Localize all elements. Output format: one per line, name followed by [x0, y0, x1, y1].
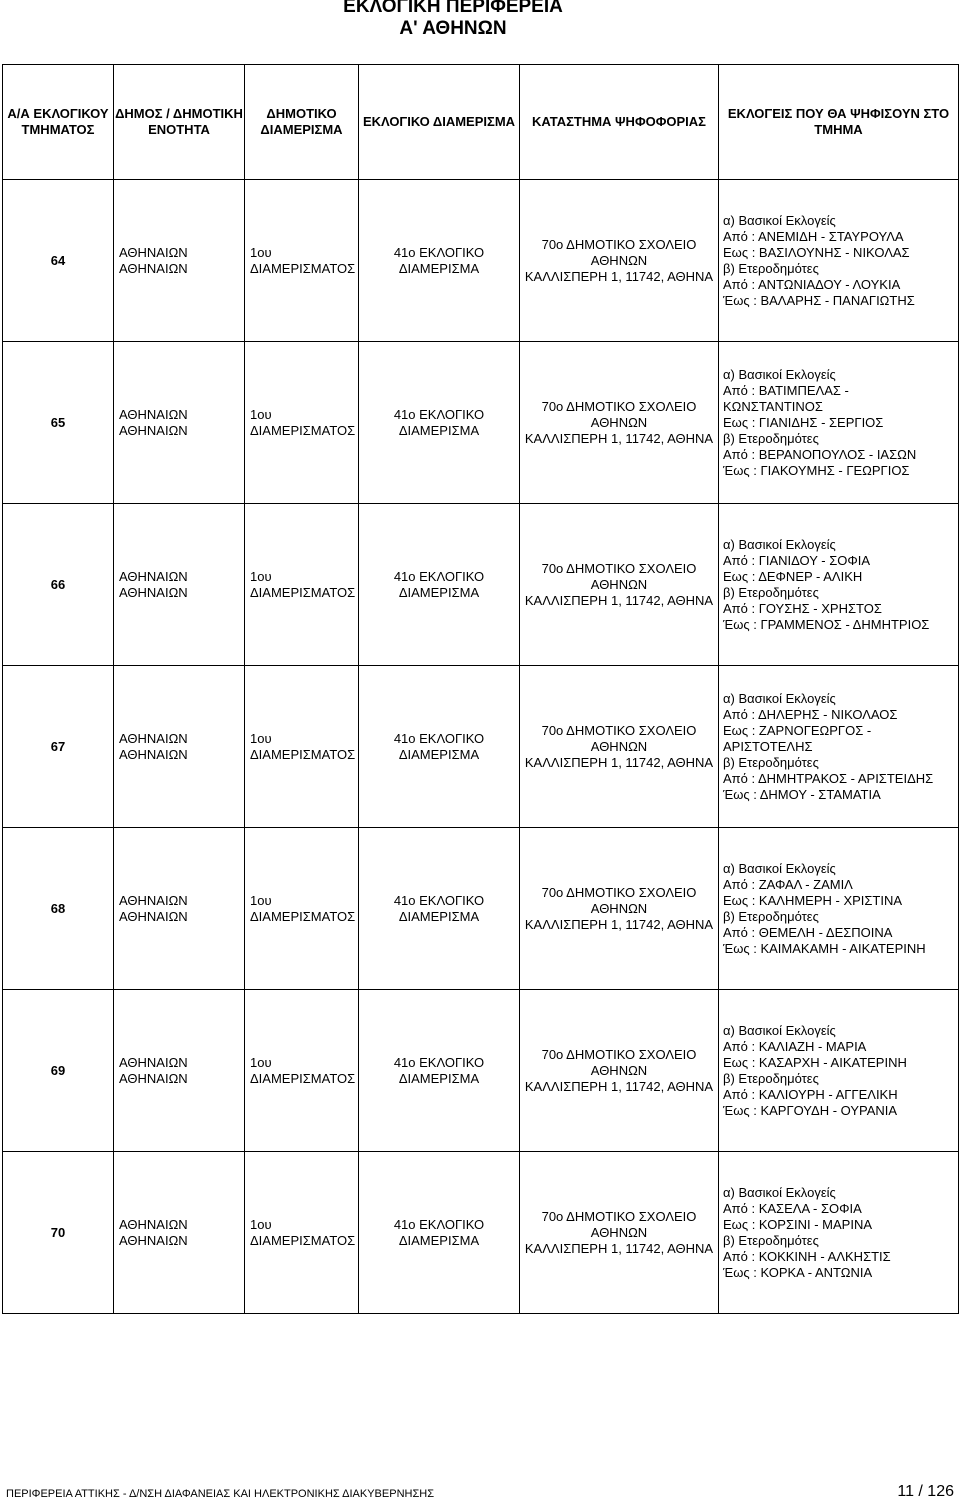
- voters-cell-line: Έως : ΒΑΛΑΡΗΣ - ΠΑΝΑΓΙΩΤΗΣ: [723, 292, 915, 308]
- municipal-district-cell-line: ΔΙΑΜΕΡΙΣΜΑΤΟΣ: [250, 422, 356, 438]
- voters-cell-line: ΚΩΝΣΤΑΝΤΙΝΟΣ: [723, 398, 823, 414]
- municipality-cell: [114, 342, 245, 504]
- title-line-2: Α' ΑΘΗΝΩΝ: [399, 18, 507, 39]
- voters-cell-line: β) Ετεροδημότες: [723, 754, 819, 770]
- municipality-cell-line: ΑΘΗΝΑΙΩΝ: [119, 892, 188, 908]
- voters-cell-line: Από : ΓΟΥΣΗΣ - ΧΡΗΣΤΟΣ: [723, 600, 882, 616]
- electoral-district-cell-line: 41ο ΕΚΛΟΓΙΚΟ: [393, 568, 485, 584]
- municipality-cell: [114, 180, 245, 342]
- voters-cell-line: Εως : ΖΑΡΝΟΓΕΩΡΓΟΣ -: [723, 722, 872, 738]
- polling-station-cell: [520, 666, 719, 828]
- section-number: 64: [3, 180, 114, 342]
- polling-station-cell-line: ΑΘΗΝΩΝ: [590, 414, 648, 430]
- voters-cell-line: α) Βασικοί Εκλογείς: [723, 1022, 836, 1038]
- column-header-municipality: ΔΗΜΟΣ / ΔΗΜΟΤΙΚΗ ΕΝΟΤΗΤΑ: [114, 65, 245, 180]
- voters-cell-line: β) Ετεροδημότες: [723, 908, 819, 924]
- polling-station-cell-line: 70ο ΔΗΜΟΤΙΚΟ ΣΧΟΛΕΙΟ: [541, 884, 697, 900]
- electoral-district-cell: [359, 504, 520, 666]
- electoral-district-cell-line: ΔΙΑΜΕΡΙΣΜΑ: [398, 1232, 480, 1248]
- voters-cell-line: Εως : ΚΑΛΗΜΕΡΗ - ΧΡΙΣΤΙΝΑ: [723, 892, 903, 908]
- municipal-district-cell-line: 1ου: [250, 1216, 272, 1232]
- section-number: 65: [3, 342, 114, 504]
- polling-station-cell-line: ΑΘΗΝΩΝ: [590, 1062, 648, 1078]
- voters-cell-line: α) Βασικοί Εκλογείς: [723, 690, 836, 706]
- municipal-district-cell: [245, 504, 359, 666]
- voters-cell-line: Από : ΔΗΛΕΡΗΣ - ΝΙΚΟΛΑΟΣ: [723, 706, 898, 722]
- electoral-district-cell-line: 41ο ΕΚΛΟΓΙΚΟ: [393, 406, 485, 422]
- municipal-district-cell-line: ΔΙΑΜΕΡΙΣΜΑΤΟΣ: [250, 1070, 356, 1086]
- voters-cell: [719, 666, 959, 828]
- polling-station-cell-line: 70ο ΔΗΜΟΤΙΚΟ ΣΧΟΛΕΙΟ: [541, 1208, 697, 1224]
- polling-station-cell-line: ΚΑΛΛΙΣΠΕΡΗ 1, 11742, ΑΘΗΝΑ: [524, 916, 714, 932]
- municipal-district-cell-line: ΔΙΑΜΕΡΙΣΜΑΤΟΣ: [250, 584, 356, 600]
- electoral-district-cell-line: ΔΙΑΜΕΡΙΣΜΑ: [398, 260, 480, 276]
- voters-cell-line: Εως : ΓΙΑΝΙΔΗΣ - ΣΕΡΓΙΟΣ: [723, 414, 884, 430]
- voters-cell-line: Από : ΚΑΛΙΑΖΗ - ΜΑΡΙΑ: [723, 1038, 867, 1054]
- voters-cell-line: Από : ΖΑΦΑΛ - ΖΑΜΙΛ: [723, 876, 853, 892]
- polling-station-cell-line: 70ο ΔΗΜΟΤΙΚΟ ΣΧΟΛΕΙΟ: [541, 722, 697, 738]
- polling-station-cell-line: ΚΑΛΛΙΣΠΕΡΗ 1, 11742, ΑΘΗΝΑ: [524, 1078, 714, 1094]
- table-row: [3, 990, 959, 1152]
- municipality-cell: [114, 504, 245, 666]
- polling-station-cell-line: 70ο ΔΗΜΟΤΙΚΟ ΣΧΟΛΕΙΟ: [541, 560, 697, 576]
- polling-station-cell: [520, 180, 719, 342]
- municipal-district-cell-line: 1ου: [250, 892, 272, 908]
- electoral-district-cell-line: 41ο ΕΚΛΟΓΙΚΟ: [393, 244, 485, 260]
- voters-cell-line: α) Βασικοί Εκλογείς: [723, 860, 836, 876]
- electoral-district-cell-line: ΔΙΑΜΕΡΙΣΜΑ: [398, 422, 480, 438]
- voters-cell-line: β) Ετεροδημότες: [723, 260, 819, 276]
- voters-cell-line: Από : ΔΗΜΗΤΡΑΚΟΣ - ΑΡΙΣΤΕΙΔΗΣ: [723, 770, 934, 786]
- electoral-district-cell-line: ΔΙΑΜΕΡΙΣΜΑ: [398, 908, 480, 924]
- column-header-voters: ΕΚΛΟΓΕΙΣ ΠΟΥ ΘΑ ΨΗΦΙΣΟΥΝ ΣΤΟ ΤΜΗΜΑ: [719, 65, 959, 180]
- voters-cell: [719, 180, 959, 342]
- voters-cell-line: Έως : ΚΑΡΓΟΥΔΗ - ΟΥΡΑΝΙΑ: [723, 1102, 898, 1118]
- municipal-district-cell-line: 1ου: [250, 244, 272, 260]
- polling-station-cell-line: ΑΘΗΝΩΝ: [590, 1224, 648, 1240]
- municipality-cell-line: ΑΘΗΝΑΙΩΝ: [119, 1054, 188, 1070]
- title-line-1: ΕΚΛΟΓΙΚΗ ΠΕΡΙΦΕΡΕΙΑ: [343, 0, 563, 17]
- electoral-district-cell: [359, 666, 520, 828]
- table-row: [3, 504, 959, 666]
- polling-station-cell-line: ΑΘΗΝΩΝ: [590, 576, 648, 592]
- voters-cell-line: α) Βασικοί Εκλογείς: [723, 366, 836, 382]
- section-number: 67: [3, 666, 114, 828]
- voters-cell-line: α) Βασικοί Εκλογείς: [723, 212, 836, 228]
- voters-cell-line: Από : ΚΑΣΕΛΑ - ΣΟΦΙΑ: [723, 1200, 862, 1216]
- footer-text: ΠΕΡΙΦΕΡΕΙΑ ΑΤΤΙΚΗΣ - Δ/ΝΣΗ ΔΙΑΦΑΝΕΙΑΣ ΚΑΙ ΗΛΕΚΤΡΟΝΙΚΗΣ ΔΙΑΚΥΒΕΡΝΗΣΗΣ: [6, 1488, 435, 1500]
- municipal-district-cell-line: ΔΙΑΜΕΡΙΣΜΑΤΟΣ: [250, 260, 356, 276]
- table-row: [3, 180, 959, 342]
- voters-cell-line: α) Βασικοί Εκλογείς: [723, 536, 836, 552]
- voters-cell-line: Από : ΒΕΡΑΝΟΠΟΥΛΟΣ - ΙΑΣΩΝ: [723, 446, 917, 462]
- voters-cell: [719, 990, 959, 1152]
- polling-station-cell: [520, 342, 719, 504]
- voters-cell-line: Από : ΚΑΛΙΟΥΡΗ - ΑΓΓΕΛΙΚΗ: [723, 1086, 898, 1102]
- electoral-district-cell: [359, 1152, 520, 1314]
- voters-cell-line: Από : ΑΝΤΩΝΙΑΔΟΥ - ΛΟΥΚΙΑ: [723, 276, 901, 292]
- municipality-cell-line: ΑΘΗΝΑΙΩΝ: [119, 568, 188, 584]
- voters-cell-line: Από : ΓΙΑΝΙΔΟΥ - ΣΟΦΙΑ: [723, 552, 871, 568]
- municipality-cell-line: ΑΘΗΝΑΙΩΝ: [119, 730, 188, 746]
- voters-cell: [719, 1152, 959, 1314]
- table-row: [3, 1152, 959, 1314]
- voters-cell-line: Εως : ΚΑΣΑΡΧΗ - ΑΙΚΑΤΕΡΙΝΗ: [723, 1054, 907, 1070]
- municipal-district-cell-line: 1ου: [250, 568, 272, 584]
- voters-cell-line: Έως : ΓΙΑΚΟΥΜΗΣ - ΓΕΩΡΓΙΟΣ: [723, 462, 910, 478]
- municipality-cell-line: ΑΘΗΝΑΙΩΝ: [119, 908, 188, 924]
- section-number: 69: [3, 990, 114, 1152]
- electoral-district-cell: [359, 342, 520, 504]
- municipality-cell: [114, 990, 245, 1152]
- table-row: [3, 666, 959, 828]
- polling-station-cell-line: ΑΘΗΝΩΝ: [590, 252, 648, 268]
- electoral-district-cell-line: ΔΙΑΜΕΡΙΣΜΑ: [398, 584, 480, 600]
- municipality-cell: [114, 828, 245, 990]
- polling-station-cell: [520, 990, 719, 1152]
- electoral-district-cell-line: 41ο ΕΚΛΟΓΙΚΟ: [393, 1216, 485, 1232]
- polling-station-cell: [520, 828, 719, 990]
- electoral-district-cell-line: 41ο ΕΚΛΟΓΙΚΟ: [393, 730, 485, 746]
- section-number: 66: [3, 504, 114, 666]
- electoral-district-cell: [359, 180, 520, 342]
- municipality-cell-line: ΑΘΗΝΑΙΩΝ: [119, 406, 188, 422]
- municipality-cell: [114, 1152, 245, 1314]
- table-row: [3, 342, 959, 504]
- voters-cell: [719, 342, 959, 504]
- table-row: [3, 828, 959, 990]
- voters-cell-line: Από : ΘΕΜΕΛΗ - ΔΕΣΠΟΙΝΑ: [723, 924, 893, 940]
- municipal-district-cell-line: 1ου: [250, 406, 272, 422]
- municipality-cell-line: ΑΘΗΝΑΙΩΝ: [119, 1070, 188, 1086]
- voters-cell-line: Έως : ΚΟΡΚΑ - ΑΝΤΩΝΙΑ: [723, 1264, 873, 1280]
- municipality-cell-line: ΑΘΗΝΑΙΩΝ: [119, 584, 188, 600]
- electoral-district-cell-line: ΔΙΑΜΕΡΙΣΜΑ: [398, 746, 480, 762]
- voters-cell-line: Από : ΒΑΤΙΜΠΕΛΑΣ -: [723, 382, 849, 398]
- polling-stations-table: [2, 64, 959, 1314]
- electoral-district-cell: [359, 990, 520, 1152]
- voters-cell-line: Εως : ΔΕΦΝΕΡ - ΑΛΙΚΗ: [723, 568, 863, 584]
- voters-cell-line: Εως : ΚΟΡΣΙΝΙ - ΜΑΡΙΝΑ: [723, 1216, 873, 1232]
- section-number: 68: [3, 828, 114, 990]
- municipal-district-cell: [245, 666, 359, 828]
- polling-station-cell-line: 70ο ΔΗΜΟΤΙΚΟ ΣΧΟΛΕΙΟ: [541, 1046, 697, 1062]
- polling-station-cell-line: 70ο ΔΗΜΟΤΙΚΟ ΣΧΟΛΕΙΟ: [541, 398, 697, 414]
- electoral-district-cell: [359, 828, 520, 990]
- municipal-district-cell-line: 1ου: [250, 730, 272, 746]
- page-number: 11 / 126: [897, 1483, 954, 1500]
- polling-station-cell-line: ΚΑΛΛΙΣΠΕΡΗ 1, 11742, ΑΘΗΝΑ: [524, 430, 714, 446]
- voters-cell-line: Από : ΑΝΕΜΙΔΗ - ΣΤΑΥΡΟΥΛΑ: [723, 228, 904, 244]
- electoral-district-cell-line: 41ο ΕΚΛΟΓΙΚΟ: [393, 892, 485, 908]
- column-header-section-number: Α/Α ΕΚΛΟΓΙΚΟΥ ΤΜΗΜΑΤΟΣ: [3, 65, 114, 180]
- voters-cell-line: Από : ΚΟΚΚΙΝΗ - ΑΛΚΗΣΤΙΣ: [723, 1248, 891, 1264]
- section-number: 70: [3, 1152, 114, 1314]
- polling-station-cell-line: ΚΑΛΛΙΣΠΕΡΗ 1, 11742, ΑΘΗΝΑ: [524, 1240, 714, 1256]
- municipal-district-cell-line: 1ου: [250, 1054, 272, 1070]
- electoral-district-cell-line: 41ο ΕΚΛΟΓΙΚΟ: [393, 1054, 485, 1070]
- voters-cell-line: ΑΡΙΣΤΟΤΕΛΗΣ: [723, 738, 813, 754]
- polling-station-cell: [520, 504, 719, 666]
- voters-cell: [719, 828, 959, 990]
- municipal-district-cell: [245, 1152, 359, 1314]
- voters-cell-line: Έως : ΓΡΑΜΜΕΝΟΣ - ΔΗΜΗΤΡΙΟΣ: [723, 616, 930, 632]
- column-header-municipal-district: ΔΗΜΟΤΙΚΟ ΔΙΑΜΕΡΙΣΜΑ: [245, 65, 359, 180]
- municipal-district-cell: [245, 990, 359, 1152]
- polling-station-cell-line: ΚΑΛΛΙΣΠΕΡΗ 1, 11742, ΑΘΗΝΑ: [524, 754, 714, 770]
- municipality-cell-line: ΑΘΗΝΑΙΩΝ: [119, 260, 188, 276]
- municipality-cell-line: ΑΘΗΝΑΙΩΝ: [119, 1232, 188, 1248]
- voters-cell: [719, 504, 959, 666]
- polling-station-cell: [520, 1152, 719, 1314]
- municipal-district-cell: [245, 342, 359, 504]
- polling-station-cell-line: 70ο ΔΗΜΟΤΙΚΟ ΣΧΟΛΕΙΟ: [541, 236, 697, 252]
- municipal-district-cell-line: ΔΙΑΜΕΡΙΣΜΑΤΟΣ: [250, 746, 356, 762]
- municipal-district-cell: [245, 828, 359, 990]
- municipality-cell-line: ΑΘΗΝΑΙΩΝ: [119, 244, 188, 260]
- voters-cell-line: β) Ετεροδημότες: [723, 1232, 819, 1248]
- voters-cell-line: β) Ετεροδημότες: [723, 430, 819, 446]
- municipal-district-cell-line: ΔΙΑΜΕΡΙΣΜΑΤΟΣ: [250, 908, 356, 924]
- municipality-cell-line: ΑΘΗΝΑΙΩΝ: [119, 746, 188, 762]
- electoral-district-cell-line: ΔΙΑΜΕΡΙΣΜΑ: [398, 1070, 480, 1086]
- voters-cell-line: α) Βασικοί Εκλογείς: [723, 1184, 836, 1200]
- column-header-electoral-district: ΕΚΛΟΓΙΚΟ ΔΙΑΜΕΡΙΣΜΑ: [359, 65, 520, 180]
- polling-station-cell-line: ΑΘΗΝΩΝ: [590, 738, 648, 754]
- municipal-district-cell-line: ΔΙΑΜΕΡΙΣΜΑΤΟΣ: [250, 1232, 356, 1248]
- table-header-row: [3, 65, 959, 180]
- municipality-cell-line: ΑΘΗΝΑΙΩΝ: [119, 422, 188, 438]
- voters-cell-line: Εως : ΒΑΣΙΛΟΥΝΗΣ - ΝΙΚΟΛΑΣ: [723, 244, 910, 260]
- voters-cell-line: β) Ετεροδημότες: [723, 1070, 819, 1086]
- voters-cell-line: Έως : ΚΑΙΜΑΚΑΜΗ - ΑΙΚΑΤΕΡΙΝΗ: [723, 940, 926, 956]
- polling-station-cell-line: ΑΘΗΝΩΝ: [590, 900, 648, 916]
- municipal-district-cell: [245, 180, 359, 342]
- polling-station-cell-line: ΚΑΛΛΙΣΠΕΡΗ 1, 11742, ΑΘΗΝΑ: [524, 268, 714, 284]
- column-header-polling-station: ΚΑΤΑΣΤΗΜΑ ΨΗΦΟΦΟΡΙΑΣ: [520, 65, 719, 180]
- polling-station-cell-line: ΚΑΛΛΙΣΠΕΡΗ 1, 11742, ΑΘΗΝΑ: [524, 592, 714, 608]
- voters-cell-line: β) Ετεροδημότες: [723, 584, 819, 600]
- municipality-cell-line: ΑΘΗΝΑΙΩΝ: [119, 1216, 188, 1232]
- document-title: [0, 0, 906, 40]
- municipality-cell: [114, 666, 245, 828]
- voters-cell-line: Έως : ΔΗΜΟΥ - ΣΤΑΜΑΤΙΑ: [723, 786, 881, 802]
